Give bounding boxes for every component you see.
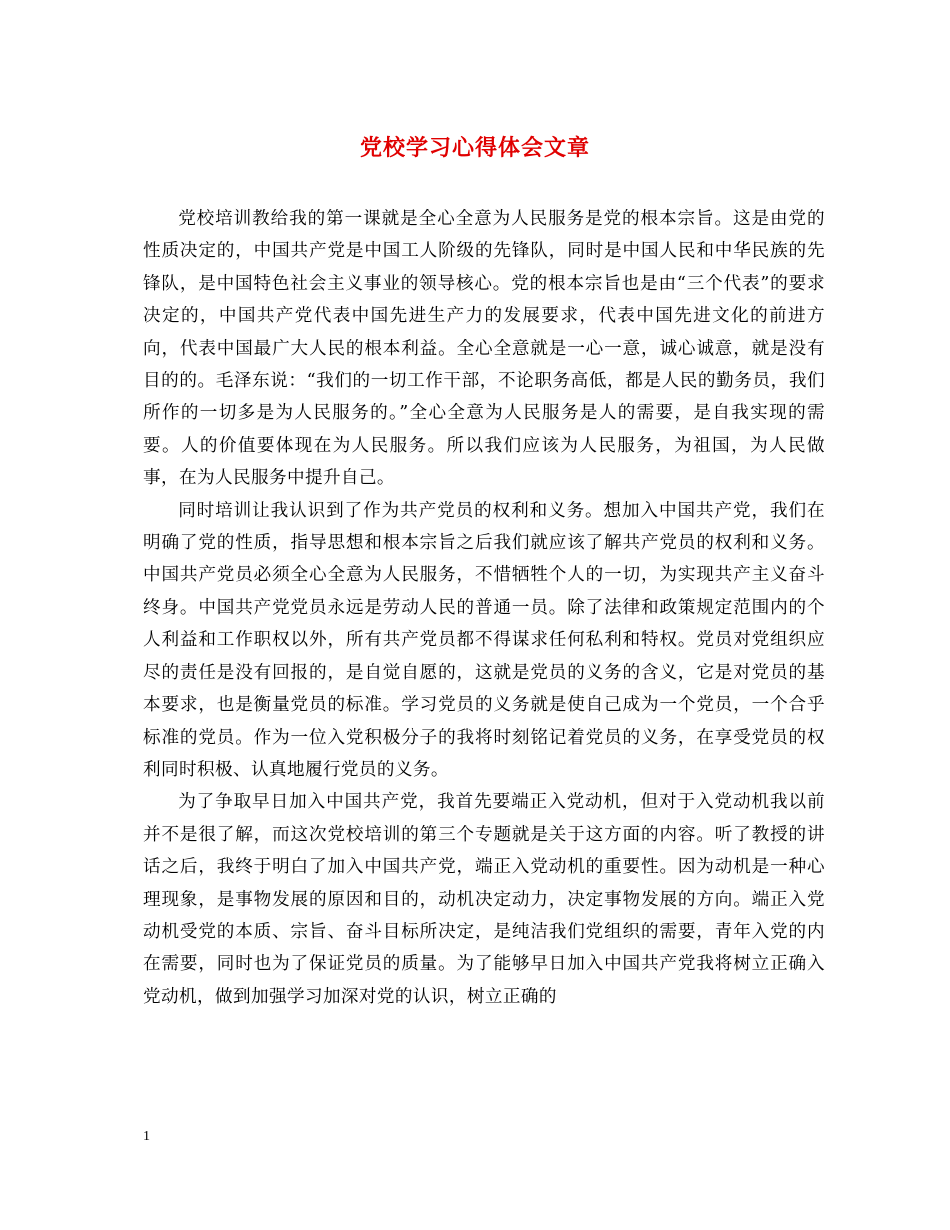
- document-title: 党校学习心得体会文章: [359, 135, 590, 161]
- document-body: [143, 203, 825, 1013]
- page-number: 1: [143, 1129, 150, 1144]
- paragraph-2: 同时培训让我认识到了作为共产党员的权利和义务。想加入中国共产党，我们在明确了党的性质，指导思想和根本宗旨之后我们就应该了解共产党员的权利和义务。中国共产党员必须全心全意为人民服务，不惜牺牲个人的一切，为实现共产主义奋斗终身。中国共产党党员永远是劳动人民的普通一员。除了法律和政策规定范围内的个人利益和工作职权以外，所有共产党员都不得谋求任何私利和特权。党员对党组织应尽的责任是没有回报的，是自觉自愿的，这就是党员的义务的含义，它是对党员的基本要求，也是衡量党员的标准。学习党员的义务就是使自己成为一个党员，一个合乎标准的党员。作为一位入党积极分子的我将时刻铭记着党员的义务，在享受党员的权利同时积极、认真地履行党员的义务。: [143, 500, 825, 780]
- paragraph-3: 为了争取早日加入中国共产党，我首先要端正入党动机，但对于入党动机我以前并不是很了解，而这次党校培训的第三个专题就是关于这方面的内容。听了教授的讲话之后，我终于明白了加入中国共产党，端正入党动机的重要性。因为动机是一种心理现象，是事物发展的原因和目的，动机决定动力，决定事物发展的方向。端正入党动机受党的本质、宗旨、奋斗目标所决定，是纯洁我们党组织的需要，青年入党的内在需要，同时也为了保证党员的质量。为了能够早日加入中国共产党我将树立正确入党动机，做到加强学习加深对党的认识，树立正确的: [143, 792, 825, 1007]
- paragraph-1: 党校培训教给我的第一课就是全心全意为人民服务是党的根本宗旨。这是由党的性质决定的，中国共产党是中国工人阶级的先锋队，同时是中国人民和中华民族的先锋队，是中国特色社会主义事业的领导核心。党的根本宗旨也是由“三个代表”的要求决定的，中国共产党代表中国先进生产力的发展要求，代表中国先进文化的前进方向，代表中国最广大人民的根本利益。全心全意就是一心一意，诚心诚意，就是没有目的的。毛泽东说：“我们的一切工作干部，不论职务高低，都是人民的勤务员，我们所作的一切多是为人民服务的。”全心全意为人民服务是人的需要，是自我实现的需要。人的价值要体现在为人民服务。所以我们应该为人民服务，为祖国，为人民做事，在为人民服务中提升自己。: [143, 209, 825, 489]
